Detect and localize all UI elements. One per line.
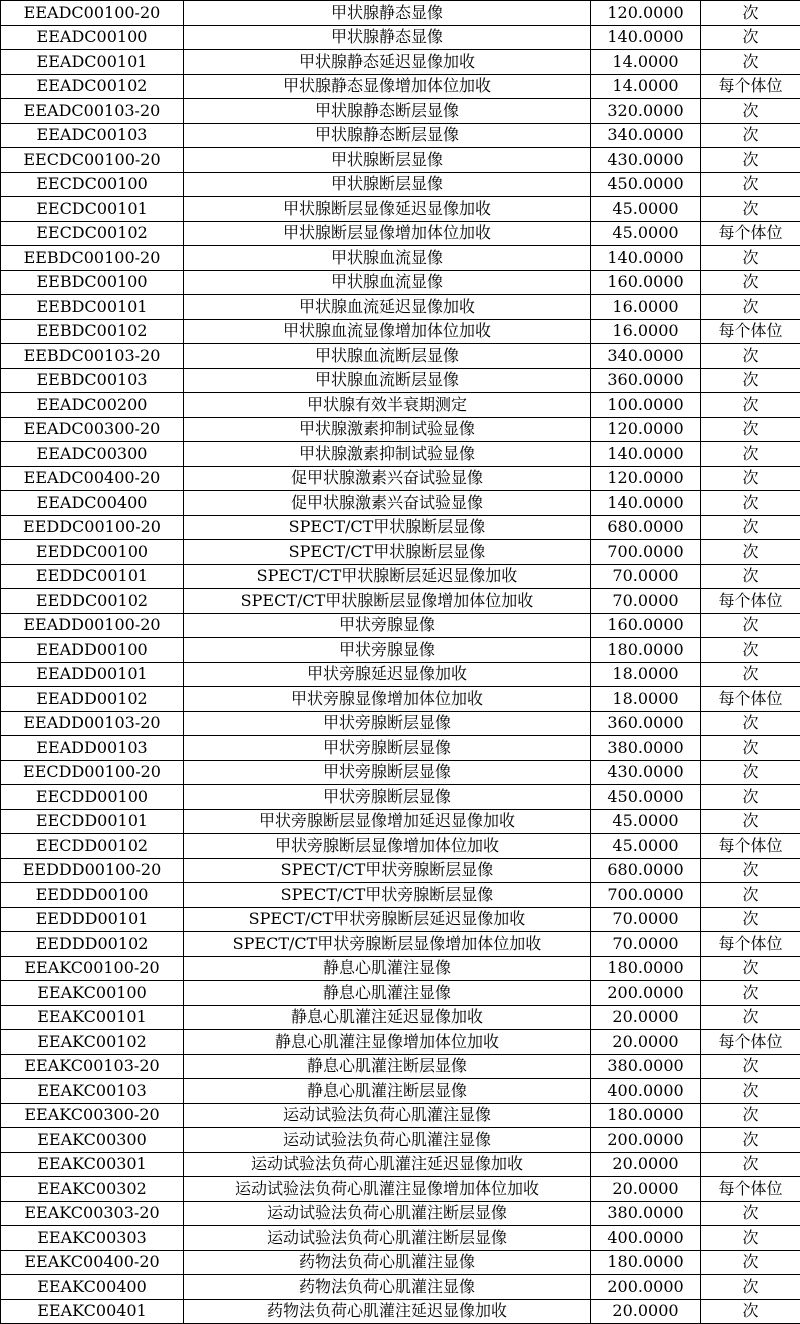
table-row [1,344,800,369]
item-code-cell: EEADC00400-20 [1,466,184,491]
unit-cell: 次 [701,344,800,369]
unit-cell: 次 [701,295,800,320]
price-cell: 120.0000 [591,466,701,491]
table-row [1,1030,800,1055]
unit-cell: 每个体位 [701,319,800,344]
item-name-cell: 甲状旁腺显像 [184,638,591,663]
item-code-cell: EEDDD00101 [1,907,184,932]
item-name-cell: 运动试验法负荷心肌灌注显像增加体位加收 [184,1177,591,1202]
unit-cell: 次 [701,270,800,295]
price-cell: 340.0000 [591,344,701,369]
item-name-cell: 运动试验法负荷心肌灌注显像 [184,1103,591,1128]
item-code-cell: EEADD00101 [1,662,184,687]
item-name-cell: 甲状旁腺断层显像增加体位加收 [184,834,591,859]
table-row [1,1201,800,1226]
price-cell: 200.0000 [591,981,701,1006]
item-name-cell: 甲状腺静态显像增加体位加收 [184,74,591,99]
table-row [1,368,800,393]
unit-cell: 次 [701,368,800,393]
item-code-cell: EEBDC00100 [1,270,184,295]
unit-cell: 次 [701,148,800,173]
item-code-cell: EEDDD00102 [1,932,184,957]
item-name-cell: 甲状腺静态延迟显像加收 [184,50,591,75]
item-code-cell: EEADD00103-20 [1,711,184,736]
price-cell: 160.0000 [591,270,701,295]
item-name-cell: 甲状腺静态断层显像 [184,99,591,124]
item-code-cell: EEBDC00102 [1,319,184,344]
item-name-cell: 运动试验法负荷心肌灌注延迟显像加收 [184,1152,591,1177]
price-cell: 120.0000 [591,417,701,442]
unit-cell: 次 [701,1299,800,1324]
item-code-cell: EEAKC00101 [1,1005,184,1030]
item-code-cell: EEAKC00300-20 [1,1103,184,1128]
item-name-cell: SPECT/CT甲状旁腺断层显像 [184,883,591,908]
item-code-cell: EEAKC00103-20 [1,1054,184,1079]
item-name-cell: 甲状旁腺断层显像 [184,711,591,736]
unit-cell: 次 [701,172,800,197]
table-row [1,1250,800,1275]
item-name-cell: 甲状旁腺断层显像 [184,785,591,810]
item-name-cell: 促甲状腺激素兴奋试验显像 [184,466,591,491]
price-cell: 360.0000 [591,711,701,736]
item-name-cell: SPECT/CT甲状旁腺断层延迟显像加收 [184,907,591,932]
item-name-cell: 甲状腺静态显像 [184,1,591,26]
unit-cell: 次 [701,197,800,222]
price-cell: 14.0000 [591,74,701,99]
item-name-cell: 运动试验法负荷心肌灌注断层显像 [184,1226,591,1251]
table-row [1,1079,800,1104]
price-cell: 70.0000 [591,932,701,957]
table-row [1,515,800,540]
item-code-cell: EEDDC00101 [1,564,184,589]
item-name-cell: 药物法负荷心肌灌注延迟显像加收 [184,1299,591,1324]
unit-cell: 次 [701,736,800,761]
price-cell: 380.0000 [591,1054,701,1079]
unit-cell: 次 [701,785,800,810]
table-row [1,172,800,197]
unit-cell: 次 [701,417,800,442]
item-code-cell: EEADC00103-20 [1,99,184,124]
table-row [1,1152,800,1177]
unit-cell: 每个体位 [701,1177,800,1202]
table-row [1,932,800,957]
price-cell: 140.0000 [591,246,701,271]
unit-cell: 次 [701,1,800,26]
unit-cell: 次 [701,564,800,589]
item-code-cell: EEDDD00100 [1,883,184,908]
unit-cell: 次 [701,809,800,834]
table-row [1,540,800,565]
price-cell: 680.0000 [591,515,701,540]
table-row [1,417,800,442]
table-row [1,246,800,271]
item-name-cell: 甲状旁腺显像 [184,613,591,638]
item-code-cell: EEBDC00100-20 [1,246,184,271]
unit-cell: 次 [701,246,800,271]
table-row [1,1,800,26]
fee-table-body [1,1,800,1324]
table-row [1,1005,800,1030]
item-name-cell: SPECT/CT甲状腺断层显像增加体位加收 [184,589,591,614]
item-code-cell: EEAKC00303-20 [1,1201,184,1226]
item-code-cell: EECDC00101 [1,197,184,222]
item-code-cell: EEADD00103 [1,736,184,761]
item-code-cell: EEAKC00301 [1,1152,184,1177]
unit-cell: 次 [701,1103,800,1128]
item-code-cell: EEAKC00302 [1,1177,184,1202]
table-row [1,564,800,589]
table-row [1,907,800,932]
item-code-cell: EEADC00100 [1,25,184,50]
table-row [1,834,800,859]
item-code-cell: EEBDC00103-20 [1,344,184,369]
item-name-cell: 药物法负荷心肌灌注显像 [184,1250,591,1275]
table-row [1,99,800,124]
unit-cell: 每个体位 [701,1030,800,1055]
item-code-cell: EEADD00100-20 [1,613,184,638]
unit-cell: 次 [701,662,800,687]
item-code-cell: EEAKC00102 [1,1030,184,1055]
price-cell: 120.0000 [591,1,701,26]
unit-cell: 次 [701,466,800,491]
item-name-cell: 运动试验法负荷心肌灌注断层显像 [184,1201,591,1226]
item-code-cell: EEAKC00303 [1,1226,184,1251]
item-name-cell: 静息心肌灌注断层显像 [184,1079,591,1104]
item-name-cell: 运动试验法负荷心肌灌注显像 [184,1128,591,1153]
item-name-cell: 甲状腺断层显像 [184,148,591,173]
item-name-cell: 静息心肌灌注显像 [184,956,591,981]
unit-cell: 次 [701,442,800,467]
unit-cell: 次 [701,711,800,736]
table-row [1,858,800,883]
unit-cell: 次 [701,123,800,148]
price-cell: 200.0000 [591,1128,701,1153]
item-code-cell: EEDDD00100-20 [1,858,184,883]
item-name-cell: 甲状旁腺断层显像增加延迟显像加收 [184,809,591,834]
table-row [1,1054,800,1079]
price-cell: 380.0000 [591,736,701,761]
table-row [1,785,800,810]
price-cell: 16.0000 [591,319,701,344]
price-cell: 70.0000 [591,564,701,589]
item-name-cell: 静息心肌灌注断层显像 [184,1054,591,1079]
unit-cell: 次 [701,907,800,932]
unit-cell: 每个体位 [701,834,800,859]
price-cell: 18.0000 [591,687,701,712]
table-row [1,270,800,295]
table-row [1,760,800,785]
price-cell: 140.0000 [591,491,701,516]
item-name-cell: 甲状腺激素抑制试验显像 [184,442,591,467]
table-row [1,1275,800,1300]
table-row [1,711,800,736]
table-row [1,295,800,320]
item-code-cell: EEADC00400 [1,491,184,516]
item-code-cell: EEADC00200 [1,393,184,418]
unit-cell: 次 [701,1079,800,1104]
unit-cell: 次 [701,613,800,638]
item-name-cell: 药物法负荷心肌灌注显像 [184,1275,591,1300]
item-name-cell: 甲状腺血流延迟显像加收 [184,295,591,320]
unit-cell: 次 [701,1201,800,1226]
item-code-cell: EEADD00102 [1,687,184,712]
item-code-cell: EEADC00300 [1,442,184,467]
price-cell: 20.0000 [591,1177,701,1202]
unit-cell: 次 [701,393,800,418]
table-row [1,638,800,663]
item-code-cell: EEAKC00400-20 [1,1250,184,1275]
price-cell: 360.0000 [591,368,701,393]
item-name-cell: 甲状腺有效半衰期测定 [184,393,591,418]
item-name-cell: 甲状旁腺延迟显像加收 [184,662,591,687]
item-code-cell: EEDDC00100-20 [1,515,184,540]
table-row [1,123,800,148]
price-cell: 20.0000 [591,1030,701,1055]
price-cell: 45.0000 [591,834,701,859]
item-name-cell: 甲状腺血流断层显像 [184,368,591,393]
price-cell: 70.0000 [591,589,701,614]
price-cell: 700.0000 [591,540,701,565]
price-cell: 700.0000 [591,883,701,908]
price-cell: 160.0000 [591,613,701,638]
item-code-cell: EECDC00100 [1,172,184,197]
item-code-cell: EECDD00100 [1,785,184,810]
table-row [1,148,800,173]
table-row [1,687,800,712]
price-cell: 45.0000 [591,809,701,834]
price-cell: 450.0000 [591,785,701,810]
table-row [1,491,800,516]
item-name-cell: 甲状腺断层显像 [184,172,591,197]
unit-cell: 每个体位 [701,687,800,712]
item-name-cell: 甲状旁腺显像增加体位加收 [184,687,591,712]
unit-cell: 次 [701,760,800,785]
unit-cell: 次 [701,1054,800,1079]
unit-cell: 次 [701,50,800,75]
price-cell: 140.0000 [591,25,701,50]
table-row [1,197,800,222]
unit-cell: 次 [701,858,800,883]
price-cell: 45.0000 [591,197,701,222]
price-cell: 20.0000 [591,1299,701,1324]
item-name-cell: 静息心肌灌注显像 [184,981,591,1006]
item-name-cell: 甲状腺激素抑制试验显像 [184,417,591,442]
price-cell: 70.0000 [591,907,701,932]
item-name-cell: 甲状腺断层显像延迟显像加收 [184,197,591,222]
price-cell: 180.0000 [591,1103,701,1128]
table-row [1,1103,800,1128]
unit-cell: 每个体位 [701,932,800,957]
table-row [1,613,800,638]
item-code-cell: EEDDC00100 [1,540,184,565]
item-name-cell: 甲状腺血流显像 [184,246,591,271]
table-row [1,662,800,687]
price-cell: 140.0000 [591,442,701,467]
price-cell: 430.0000 [591,148,701,173]
price-cell: 45.0000 [591,221,701,246]
table-row [1,393,800,418]
table-row [1,883,800,908]
unit-cell: 每个体位 [701,74,800,99]
item-code-cell: EECDD00101 [1,809,184,834]
item-code-cell: EEDDC00102 [1,589,184,614]
item-code-cell: EECDC00102 [1,221,184,246]
table-row [1,1128,800,1153]
table-row [1,956,800,981]
unit-cell: 次 [701,638,800,663]
unit-cell: 每个体位 [701,221,800,246]
item-name-cell: 甲状腺血流断层显像 [184,344,591,369]
price-cell: 200.0000 [591,1275,701,1300]
unit-cell: 次 [701,1152,800,1177]
item-name-cell: SPECT/CT甲状腺断层延迟显像加收 [184,564,591,589]
price-cell: 14.0000 [591,50,701,75]
item-code-cell: EEAKC00103 [1,1079,184,1104]
unit-cell: 次 [701,491,800,516]
table-row [1,442,800,467]
unit-cell: 次 [701,1250,800,1275]
price-cell: 400.0000 [591,1079,701,1104]
price-cell: 320.0000 [591,99,701,124]
item-code-cell: EEBDC00103 [1,368,184,393]
table-row [1,74,800,99]
item-code-cell: EECDD00100-20 [1,760,184,785]
unit-cell: 次 [701,540,800,565]
item-code-cell: EEADC00102 [1,74,184,99]
table-row [1,466,800,491]
price-cell: 20.0000 [591,1152,701,1177]
item-code-cell: EEAKC00400 [1,1275,184,1300]
price-cell: 430.0000 [591,760,701,785]
table-row [1,25,800,50]
item-name-cell: 甲状腺血流显像增加体位加收 [184,319,591,344]
item-name-cell: SPECT/CT甲状腺断层显像 [184,515,591,540]
item-code-cell: EECDD00102 [1,834,184,859]
price-cell: 680.0000 [591,858,701,883]
unit-cell: 次 [701,1128,800,1153]
item-name-cell: SPECT/CT甲状腺断层显像 [184,540,591,565]
unit-cell: 次 [701,883,800,908]
table-row [1,981,800,1006]
item-name-cell: 甲状腺静态断层显像 [184,123,591,148]
table-row [1,809,800,834]
unit-cell: 次 [701,99,800,124]
item-name-cell: 静息心肌灌注延迟显像加收 [184,1005,591,1030]
item-code-cell: EECDC00100-20 [1,148,184,173]
price-cell: 180.0000 [591,1250,701,1275]
price-cell: 380.0000 [591,1201,701,1226]
table-row [1,1226,800,1251]
table-row [1,50,800,75]
unit-cell: 次 [701,515,800,540]
unit-cell: 次 [701,1275,800,1300]
table-row [1,1299,800,1324]
item-code-cell: EEADD00100 [1,638,184,663]
table-row [1,736,800,761]
price-cell: 180.0000 [591,956,701,981]
table-row [1,589,800,614]
item-name-cell: 甲状腺血流显像 [184,270,591,295]
item-code-cell: EEADC00103 [1,123,184,148]
unit-cell: 每个体位 [701,589,800,614]
item-name-cell: SPECT/CT甲状旁腺断层显像增加体位加收 [184,932,591,957]
item-name-cell: 甲状旁腺断层显像 [184,760,591,785]
table-row [1,1177,800,1202]
item-name-cell: 甲状腺静态显像 [184,25,591,50]
item-code-cell: EEADC00100-20 [1,1,184,26]
unit-cell: 次 [701,956,800,981]
price-cell: 16.0000 [591,295,701,320]
price-cell: 100.0000 [591,393,701,418]
item-name-cell: SPECT/CT甲状旁腺断层显像 [184,858,591,883]
price-cell: 400.0000 [591,1226,701,1251]
unit-cell: 次 [701,25,800,50]
item-code-cell: EEADC00300-20 [1,417,184,442]
table-row [1,221,800,246]
item-name-cell: 静息心肌灌注显像增加体位加收 [184,1030,591,1055]
item-name-cell: 促甲状腺激素兴奋试验显像 [184,491,591,516]
item-code-cell: EEAKC00100-20 [1,956,184,981]
item-code-cell: EEAKC00401 [1,1299,184,1324]
item-code-cell: EEAKC00100 [1,981,184,1006]
unit-cell: 次 [701,1005,800,1030]
unit-cell: 次 [701,1226,800,1251]
item-name-cell: 甲状旁腺断层显像 [184,736,591,761]
price-cell: 180.0000 [591,638,701,663]
item-code-cell: EEADC00101 [1,50,184,75]
price-cell: 20.0000 [591,1005,701,1030]
item-name-cell: 甲状腺断层显像增加体位加收 [184,221,591,246]
price-cell: 450.0000 [591,172,701,197]
price-cell: 18.0000 [591,662,701,687]
item-code-cell: EEAKC00300 [1,1128,184,1153]
price-cell: 340.0000 [591,123,701,148]
unit-cell: 次 [701,981,800,1006]
table-row [1,319,800,344]
item-code-cell: EEBDC00101 [1,295,184,320]
